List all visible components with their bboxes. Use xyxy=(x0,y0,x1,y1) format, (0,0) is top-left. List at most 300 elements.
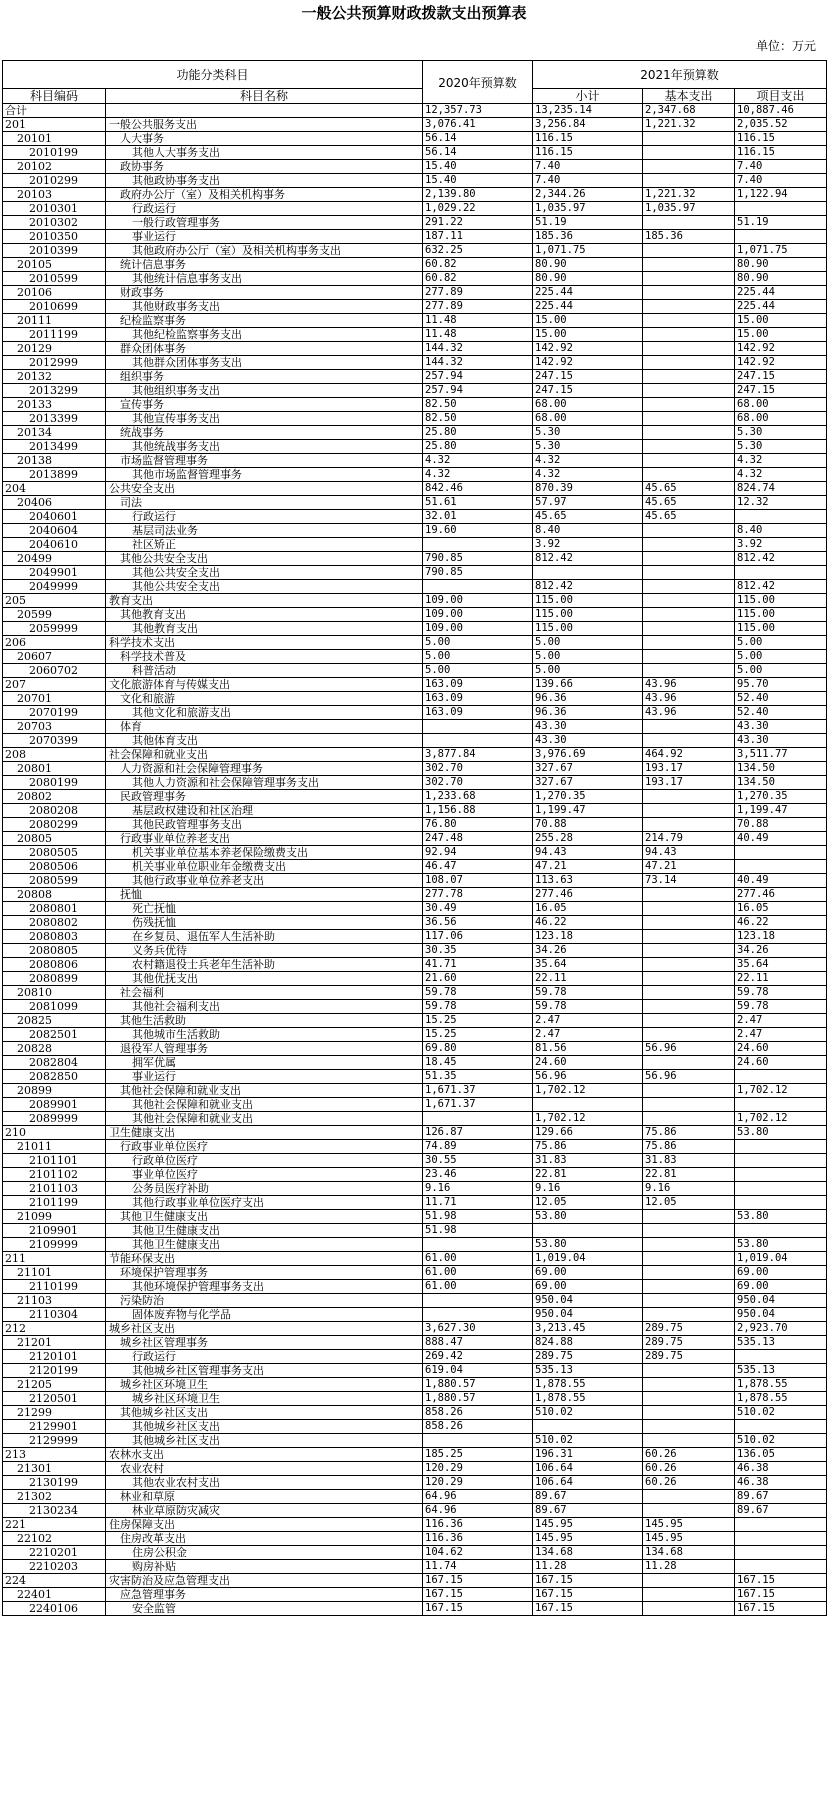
cell-basic: 214.79 xyxy=(643,832,735,846)
cell-budget-2020: 61.00 xyxy=(423,1280,533,1294)
cell-subtotal xyxy=(533,1098,643,1112)
cell-budget-2020: 82.50 xyxy=(423,398,533,412)
table-row xyxy=(3,1378,827,1392)
cell-code: 20499 xyxy=(3,552,106,566)
cell-code: 2013899 xyxy=(3,468,106,482)
cell-code: 2240106 xyxy=(3,1602,106,1616)
cell-project: 53.80 xyxy=(735,1238,827,1252)
cell-project: 167.15 xyxy=(735,1574,827,1588)
cell-name: 政协事务 xyxy=(106,160,423,174)
cell-basic: 1,035.97 xyxy=(643,202,735,216)
cell-subtotal: 24.60 xyxy=(533,1056,643,1070)
cell-name: 社会福利 xyxy=(106,986,423,1000)
cell-project: 95.70 xyxy=(735,678,827,692)
cell-code: 2049901 xyxy=(3,566,106,580)
header-basic: 基本支出 xyxy=(643,89,735,104)
cell-code: 2130199 xyxy=(3,1476,106,1490)
cell-name: 安全监管 xyxy=(106,1602,423,1616)
cell-budget-2020: 64.96 xyxy=(423,1504,533,1518)
cell-basic xyxy=(643,622,735,636)
cell-project: 510.02 xyxy=(735,1434,827,1448)
header-code: 科目编码 xyxy=(3,89,106,104)
cell-budget-2020: 23.46 xyxy=(423,1168,533,1182)
cell-basic xyxy=(643,1280,735,1294)
header-func-class: 功能分类科目 xyxy=(3,61,423,89)
cell-name: 固体废弃物与化学品 xyxy=(106,1308,423,1322)
unit-label: 单位：万元 xyxy=(755,39,816,53)
cell-project xyxy=(735,1154,827,1168)
cell-project: 1,878.55 xyxy=(735,1392,827,1406)
cell-basic: 193.17 xyxy=(643,776,735,790)
cell-project: 52.40 xyxy=(735,706,827,720)
cell-budget-2020: 1,880.57 xyxy=(423,1378,533,1392)
cell-basic xyxy=(643,818,735,832)
cell-code: 206 xyxy=(3,636,106,650)
cell-basic xyxy=(643,384,735,398)
cell-budget-2020: 858.26 xyxy=(423,1406,533,1420)
table-row xyxy=(3,1434,827,1448)
cell-subtotal: 167.15 xyxy=(533,1602,643,1616)
cell-code: 2080802 xyxy=(3,916,106,930)
cell-project: 34.26 xyxy=(735,944,827,958)
cell-project: 7.40 xyxy=(735,174,827,188)
cell-name: 事业单位医疗 xyxy=(106,1168,423,1182)
cell-subtotal: 950.04 xyxy=(533,1294,643,1308)
cell-project: 134.50 xyxy=(735,762,827,776)
cell-subtotal: 89.67 xyxy=(533,1490,643,1504)
cell-budget-2020: 1,029.22 xyxy=(423,202,533,216)
cell-project: 1,702.12 xyxy=(735,1112,827,1126)
table-row xyxy=(3,1490,827,1504)
table-row xyxy=(3,790,827,804)
cell-name: 纪检监察事务 xyxy=(106,314,423,328)
cell-basic: 289.75 xyxy=(643,1336,735,1350)
cell-project: 2,035.52 xyxy=(735,118,827,132)
cell-budget-2020: 144.32 xyxy=(423,342,533,356)
cell-code: 20105 xyxy=(3,258,106,272)
cell-name: 其他优抚支出 xyxy=(106,972,423,986)
cell-project: 812.42 xyxy=(735,552,827,566)
cell-budget-2020: 36.56 xyxy=(423,916,533,930)
cell-project: 46.38 xyxy=(735,1476,827,1490)
cell-project: 46.22 xyxy=(735,916,827,930)
cell-basic: 56.96 xyxy=(643,1042,735,1056)
cell-basic: 145.95 xyxy=(643,1518,735,1532)
cell-budget-2020: 167.15 xyxy=(423,1602,533,1616)
cell-basic xyxy=(643,440,735,454)
cell-name: 抚恤 xyxy=(106,888,423,902)
cell-project: 1,019.04 xyxy=(735,1252,827,1266)
cell-code: 2010302 xyxy=(3,216,106,230)
cell-subtotal: 80.90 xyxy=(533,272,643,286)
cell-name: 购房补贴 xyxy=(106,1560,423,1574)
cell-code: 2089999 xyxy=(3,1112,106,1126)
table-row xyxy=(3,104,827,118)
cell-project: 824.74 xyxy=(735,482,827,496)
cell-basic xyxy=(643,1014,735,1028)
table-row xyxy=(3,552,827,566)
table-row xyxy=(3,734,827,748)
cell-basic xyxy=(643,986,735,1000)
cell-budget-2020: 82.50 xyxy=(423,412,533,426)
cell-budget-2020: 32.01 xyxy=(423,510,533,524)
table-row xyxy=(3,1210,827,1224)
cell-budget-2020: 144.32 xyxy=(423,356,533,370)
cell-code: 21011 xyxy=(3,1140,106,1154)
cell-budget-2020: 109.00 xyxy=(423,594,533,608)
table-row xyxy=(3,636,827,650)
cell-budget-2020 xyxy=(423,1434,533,1448)
cell-subtotal: 510.02 xyxy=(533,1434,643,1448)
cell-project: 812.42 xyxy=(735,580,827,594)
cell-basic xyxy=(643,1602,735,1616)
table-row xyxy=(3,1294,827,1308)
cell-name: 其他公共安全支出 xyxy=(106,580,423,594)
cell-project: 116.15 xyxy=(735,146,827,160)
table-row xyxy=(3,1308,827,1322)
cell-project: 69.00 xyxy=(735,1280,827,1294)
cell-basic: 289.75 xyxy=(643,1350,735,1364)
cell-budget-2020 xyxy=(423,580,533,594)
cell-basic xyxy=(643,1364,735,1378)
cell-basic: 11.28 xyxy=(643,1560,735,1574)
cell-subtotal: 12.05 xyxy=(533,1196,643,1210)
cell-project: 2.47 xyxy=(735,1014,827,1028)
cell-code: 2120101 xyxy=(3,1350,106,1364)
cell-subtotal: 34.26 xyxy=(533,944,643,958)
cell-basic: 56.96 xyxy=(643,1070,735,1084)
cell-subtotal: 22.81 xyxy=(533,1168,643,1182)
header-name: 科目名称 xyxy=(106,89,423,104)
table-row xyxy=(3,440,827,454)
cell-basic xyxy=(643,804,735,818)
cell-code: 2080506 xyxy=(3,860,106,874)
cell-basic xyxy=(643,650,735,664)
cell-basic xyxy=(643,314,735,328)
cell-code: 2040610 xyxy=(3,538,106,552)
table-row xyxy=(3,1420,827,1434)
table-row xyxy=(3,188,827,202)
cell-project: 5.00 xyxy=(735,650,827,664)
cell-project: 69.00 xyxy=(735,1266,827,1280)
cell-code: 2010350 xyxy=(3,230,106,244)
cell-code: 21302 xyxy=(3,1490,106,1504)
table-row xyxy=(3,1602,827,1616)
cell-name: 其他城乡社区管理事务支出 xyxy=(106,1364,423,1378)
header-budget-2021: 2021年预算数 xyxy=(533,61,827,89)
cell-subtotal: 106.64 xyxy=(533,1462,643,1476)
table-row xyxy=(3,888,827,902)
cell-code: 211 xyxy=(3,1252,106,1266)
cell-subtotal: 68.00 xyxy=(533,398,643,412)
cell-name: 其他城乡社区支出 xyxy=(106,1406,423,1420)
cell-code: 2080806 xyxy=(3,958,106,972)
cell-project: 225.44 xyxy=(735,300,827,314)
cell-subtotal: 139.66 xyxy=(533,678,643,692)
cell-name: 民政管理事务 xyxy=(106,790,423,804)
cell-basic xyxy=(643,734,735,748)
cell-code: 20129 xyxy=(3,342,106,356)
cell-project xyxy=(735,1168,827,1182)
cell-subtotal: 812.42 xyxy=(533,552,643,566)
cell-budget-2020: 104.62 xyxy=(423,1546,533,1560)
cell-budget-2020: 842.46 xyxy=(423,482,533,496)
table-row xyxy=(3,692,827,706)
table-row xyxy=(3,1462,827,1476)
cell-code: 2109999 xyxy=(3,1238,106,1252)
cell-basic xyxy=(643,636,735,650)
cell-project: 5.00 xyxy=(735,664,827,678)
cell-basic xyxy=(643,216,735,230)
cell-basic xyxy=(643,958,735,972)
table-row xyxy=(3,1000,827,1014)
cell-name: 在乡复员、退伍军人生活补助 xyxy=(106,930,423,944)
cell-subtotal: 31.83 xyxy=(533,1154,643,1168)
cell-basic: 45.65 xyxy=(643,482,735,496)
table-row xyxy=(3,972,827,986)
cell-basic xyxy=(643,1420,735,1434)
cell-budget-2020: 277.78 xyxy=(423,888,533,902)
cell-budget-2020: 302.70 xyxy=(423,776,533,790)
cell-code: 20101 xyxy=(3,132,106,146)
cell-basic xyxy=(643,538,735,552)
cell-project: 1,071.75 xyxy=(735,244,827,258)
cell-basic xyxy=(643,972,735,986)
table-row xyxy=(3,1042,827,1056)
cell-code: 221 xyxy=(3,1518,106,1532)
cell-code: 2082850 xyxy=(3,1070,106,1084)
cell-basic xyxy=(643,1294,735,1308)
cell-code: 20406 xyxy=(3,496,106,510)
cell-budget-2020: 269.42 xyxy=(423,1350,533,1364)
cell-subtotal: 94.43 xyxy=(533,846,643,860)
cell-subtotal: 167.15 xyxy=(533,1574,643,1588)
cell-name: 其他统计信息事务支出 xyxy=(106,272,423,286)
cell-basic xyxy=(643,1588,735,1602)
cell-budget-2020: 167.15 xyxy=(423,1574,533,1588)
cell-code: 2110199 xyxy=(3,1280,106,1294)
cell-name: 其他人力资源和社会保障管理事务支出 xyxy=(106,776,423,790)
cell-name: 群众团体事务 xyxy=(106,342,423,356)
cell-code: 20810 xyxy=(3,986,106,1000)
cell-subtotal: 535.13 xyxy=(533,1364,643,1378)
cell-name: 体育 xyxy=(106,720,423,734)
table-row xyxy=(3,1588,827,1602)
table-row xyxy=(3,1168,827,1182)
cell-name: 其他行政事业单位医疗支出 xyxy=(106,1196,423,1210)
cell-project: 52.40 xyxy=(735,692,827,706)
cell-budget-2020: 126.87 xyxy=(423,1126,533,1140)
cell-subtotal: 22.11 xyxy=(533,972,643,986)
cell-budget-2020: 11.48 xyxy=(423,328,533,342)
cell-basic xyxy=(643,664,735,678)
cell-budget-2020: 302.70 xyxy=(423,762,533,776)
cell-basic: 60.26 xyxy=(643,1448,735,1462)
cell-basic: 145.95 xyxy=(643,1532,735,1546)
cell-name: 宣传事务 xyxy=(106,398,423,412)
cell-project: 10,887.46 xyxy=(735,104,827,118)
cell-project: 134.50 xyxy=(735,776,827,790)
cell-subtotal: 106.64 xyxy=(533,1476,643,1490)
cell-budget-2020: 291.22 xyxy=(423,216,533,230)
cell-name: 环境保护管理事务 xyxy=(106,1266,423,1280)
cell-budget-2020: 25.80 xyxy=(423,440,533,454)
cell-code: 2080208 xyxy=(3,804,106,818)
cell-name: 其他民政管理事务支出 xyxy=(106,818,423,832)
cell-subtotal xyxy=(533,1224,643,1238)
cell-subtotal: 145.95 xyxy=(533,1518,643,1532)
cell-code: 20703 xyxy=(3,720,106,734)
cell-subtotal: 2,344.26 xyxy=(533,188,643,202)
cell-code: 2081099 xyxy=(3,1000,106,1014)
cell-name: 公共安全支出 xyxy=(106,482,423,496)
table-row xyxy=(3,1252,827,1266)
cell-name: 其他社会福利支出 xyxy=(106,1000,423,1014)
table-row xyxy=(3,1476,827,1490)
cell-code: 2101199 xyxy=(3,1196,106,1210)
cell-code: 20825 xyxy=(3,1014,106,1028)
cell-code: 20607 xyxy=(3,650,106,664)
cell-project: 15.00 xyxy=(735,314,827,328)
cell-name: 其他纪检监察事务支出 xyxy=(106,328,423,342)
cell-subtotal: 13,235.14 xyxy=(533,104,643,118)
cell-name: 事业运行 xyxy=(106,1070,423,1084)
cell-name: 基层司法业务 xyxy=(106,524,423,538)
cell-code: 2040604 xyxy=(3,524,106,538)
cell-subtotal: 129.66 xyxy=(533,1126,643,1140)
cell-name: 农村籍退役士兵老年生活补助 xyxy=(106,958,423,972)
cell-basic xyxy=(643,1378,735,1392)
cell-basic xyxy=(643,552,735,566)
table-row xyxy=(3,748,827,762)
table-row xyxy=(3,1322,827,1336)
table-body xyxy=(3,104,827,1616)
cell-subtotal: 47.21 xyxy=(533,860,643,874)
table-header xyxy=(3,61,827,104)
cell-name: 科学技术普及 xyxy=(106,650,423,664)
cell-subtotal: 43.30 xyxy=(533,734,643,748)
cell-budget-2020: 59.78 xyxy=(423,986,533,1000)
cell-project xyxy=(735,1196,827,1210)
cell-name: 住房保障支出 xyxy=(106,1518,423,1532)
cell-basic xyxy=(643,916,735,930)
cell-basic xyxy=(643,412,735,426)
cell-name: 其他卫生健康支出 xyxy=(106,1238,423,1252)
cell-name: 科学技术支出 xyxy=(106,636,423,650)
table-row xyxy=(3,832,827,846)
cell-budget-2020: 5.00 xyxy=(423,636,533,650)
cell-project: 167.15 xyxy=(735,1588,827,1602)
cell-basic: 1,221.32 xyxy=(643,118,735,132)
cell-code: 2010599 xyxy=(3,272,106,286)
cell-name: 行政事业单位养老支出 xyxy=(106,832,423,846)
cell-code: 2040601 xyxy=(3,510,106,524)
cell-name: 教育支出 xyxy=(106,594,423,608)
cell-code: 21201 xyxy=(3,1336,106,1350)
cell-budget-2020: 187.11 xyxy=(423,230,533,244)
cell-project: 3,511.77 xyxy=(735,748,827,762)
cell-project xyxy=(735,1140,827,1154)
table-row xyxy=(3,1350,827,1364)
cell-project: 1,878.55 xyxy=(735,1378,827,1392)
table-row xyxy=(3,202,827,216)
cell-name: 财政事务 xyxy=(106,286,423,300)
cell-project: 115.00 xyxy=(735,622,827,636)
cell-basic xyxy=(643,1392,735,1406)
table-row xyxy=(3,538,827,552)
cell-subtotal: 1,071.75 xyxy=(533,244,643,258)
cell-project: 225.44 xyxy=(735,286,827,300)
cell-budget-2020: 51.61 xyxy=(423,496,533,510)
cell-name: 文化和旅游 xyxy=(106,692,423,706)
cell-subtotal: 1,270.35 xyxy=(533,790,643,804)
cell-code: 20802 xyxy=(3,790,106,804)
table-row xyxy=(3,258,827,272)
cell-code: 20102 xyxy=(3,160,106,174)
cell-name: 其他环境保护管理事务支出 xyxy=(106,1280,423,1294)
cell-subtotal: 3,213.45 xyxy=(533,1322,643,1336)
cell-basic xyxy=(643,1406,735,1420)
table-row xyxy=(3,902,827,916)
cell-name: 机关事业单位职业年金缴费支出 xyxy=(106,860,423,874)
cell-project: 2,923.70 xyxy=(735,1322,827,1336)
cell-budget-2020: 163.09 xyxy=(423,692,533,706)
cell-project xyxy=(735,860,827,874)
cell-name: 其他卫生健康支出 xyxy=(106,1210,423,1224)
cell-project: 68.00 xyxy=(735,412,827,426)
table-row xyxy=(3,846,827,860)
cell-basic xyxy=(643,356,735,370)
cell-project: 510.02 xyxy=(735,1406,827,1420)
cell-basic xyxy=(643,370,735,384)
table-row xyxy=(3,804,827,818)
table-row xyxy=(3,622,827,636)
cell-basic xyxy=(643,1434,735,1448)
cell-subtotal: 1,702.12 xyxy=(533,1084,643,1098)
cell-budget-2020: 11.74 xyxy=(423,1560,533,1574)
cell-basic: 60.26 xyxy=(643,1462,735,1476)
cell-subtotal: 5.00 xyxy=(533,664,643,678)
table-row xyxy=(3,720,827,734)
cell-name: 科普活动 xyxy=(106,664,423,678)
cell-budget-2020: 5.00 xyxy=(423,664,533,678)
cell-budget-2020: 3,877.84 xyxy=(423,748,533,762)
cell-subtotal: 59.78 xyxy=(533,1000,643,1014)
table-row xyxy=(3,1140,827,1154)
cell-basic xyxy=(643,888,735,902)
table-row xyxy=(3,300,827,314)
cell-subtotal: 7.40 xyxy=(533,174,643,188)
table-row xyxy=(3,1070,827,1084)
cell-name: 行政单位医疗 xyxy=(106,1154,423,1168)
cell-basic xyxy=(643,1084,735,1098)
cell-code: 2089901 xyxy=(3,1098,106,1112)
cell-code: 2080801 xyxy=(3,902,106,916)
cell-code: 20106 xyxy=(3,286,106,300)
cell-basic xyxy=(643,398,735,412)
cell-subtotal: 69.00 xyxy=(533,1280,643,1294)
cell-code: 205 xyxy=(3,594,106,608)
cell-basic xyxy=(643,1252,735,1266)
cell-basic: 47.21 xyxy=(643,860,735,874)
cell-name: 事业运行 xyxy=(106,230,423,244)
cell-project xyxy=(735,1560,827,1574)
cell-name: 卫生健康支出 xyxy=(106,1126,423,1140)
cell-budget-2020: 257.94 xyxy=(423,384,533,398)
cell-code: 2082804 xyxy=(3,1056,106,1070)
cell-budget-2020: 163.09 xyxy=(423,678,533,692)
cell-subtotal: 824.88 xyxy=(533,1336,643,1350)
